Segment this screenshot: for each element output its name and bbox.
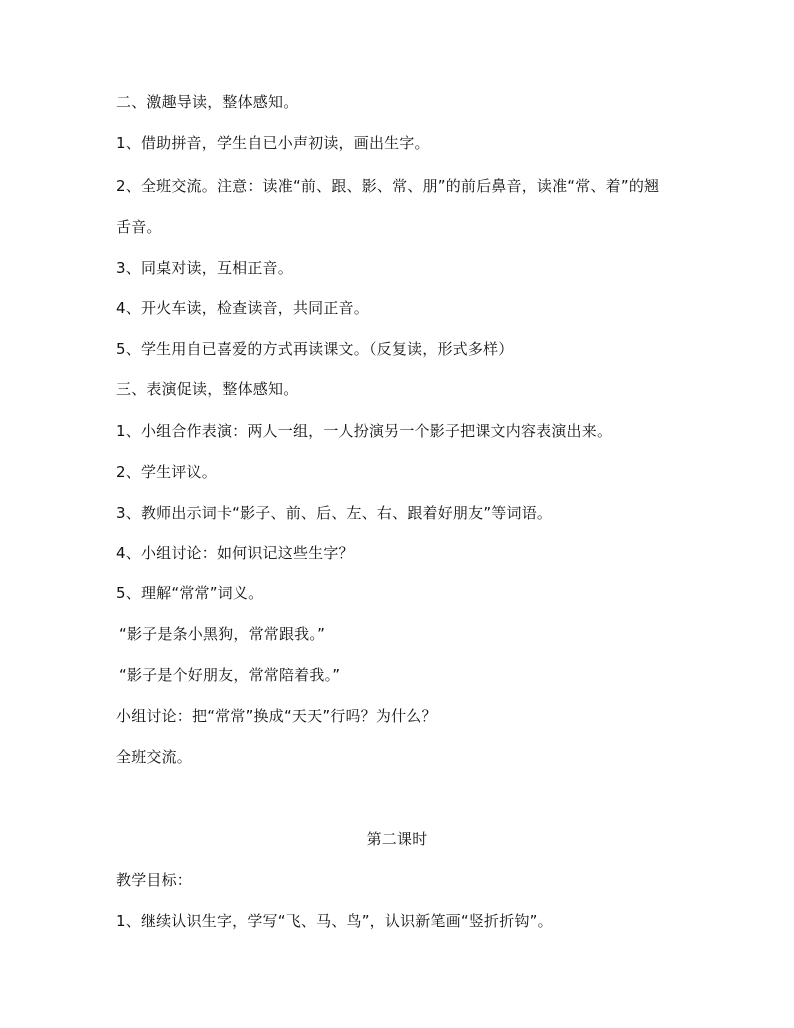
paragraph-continuation: 舌音。 (116, 218, 162, 236)
paragraph-item: 小组讨论：把“常常”换成“天天”行吗？为什么？ (116, 707, 437, 725)
quote-line: “影子是条小黑狗，常常跟我。” (119, 625, 326, 643)
paragraph-item: 2、学生评议。 (116, 463, 217, 481)
paragraph-item: 5、理解“常常”词义。 (116, 584, 264, 602)
heading-section-two: 二、激趣导读，整体感知。 (116, 93, 299, 111)
objective-item: 1、继续认识生字，学写“飞、马、鸟”，认识新笔画“竖折折钩”。 (116, 912, 553, 930)
section-title: 第二课时 (366, 830, 428, 848)
paragraph-item: 全班交流。 (116, 748, 193, 766)
paragraph-item: 3、教师出示词卡“影子、前、后、左、右、跟着好朋友”等词语。 (116, 504, 553, 522)
objectives-heading: 教学目标： (116, 871, 193, 889)
paragraph-item: 4、开火车读，检查读音，共同正音。 (116, 299, 369, 317)
paragraph-item: 1、借助拼音，学生自已小声初读，画出生字。 (116, 134, 430, 152)
paragraph-item: 2、全班交流。注意：读准“前、跟、影、常、朋”的前后鼻音，读准“常、着”的翘 (116, 177, 660, 195)
paragraph-item: 4、小组讨论：如何识记这些生字？ (116, 544, 354, 562)
paragraph-item: 5、学生用自已喜爱的方式再读课文。（反复读，形式多样） (116, 340, 514, 358)
quote-line: “影子是个好朋友，常常陪着我。” (119, 666, 341, 684)
paragraph-item: 1、小组合作表演：两人一组，一人扮演另一个影子把课文内容表演出来。 (116, 422, 613, 440)
heading-section-three: 三、表演促读，整体感知。 (116, 380, 299, 398)
paragraph-item: 3、同桌对读，互相正音。 (116, 259, 293, 277)
